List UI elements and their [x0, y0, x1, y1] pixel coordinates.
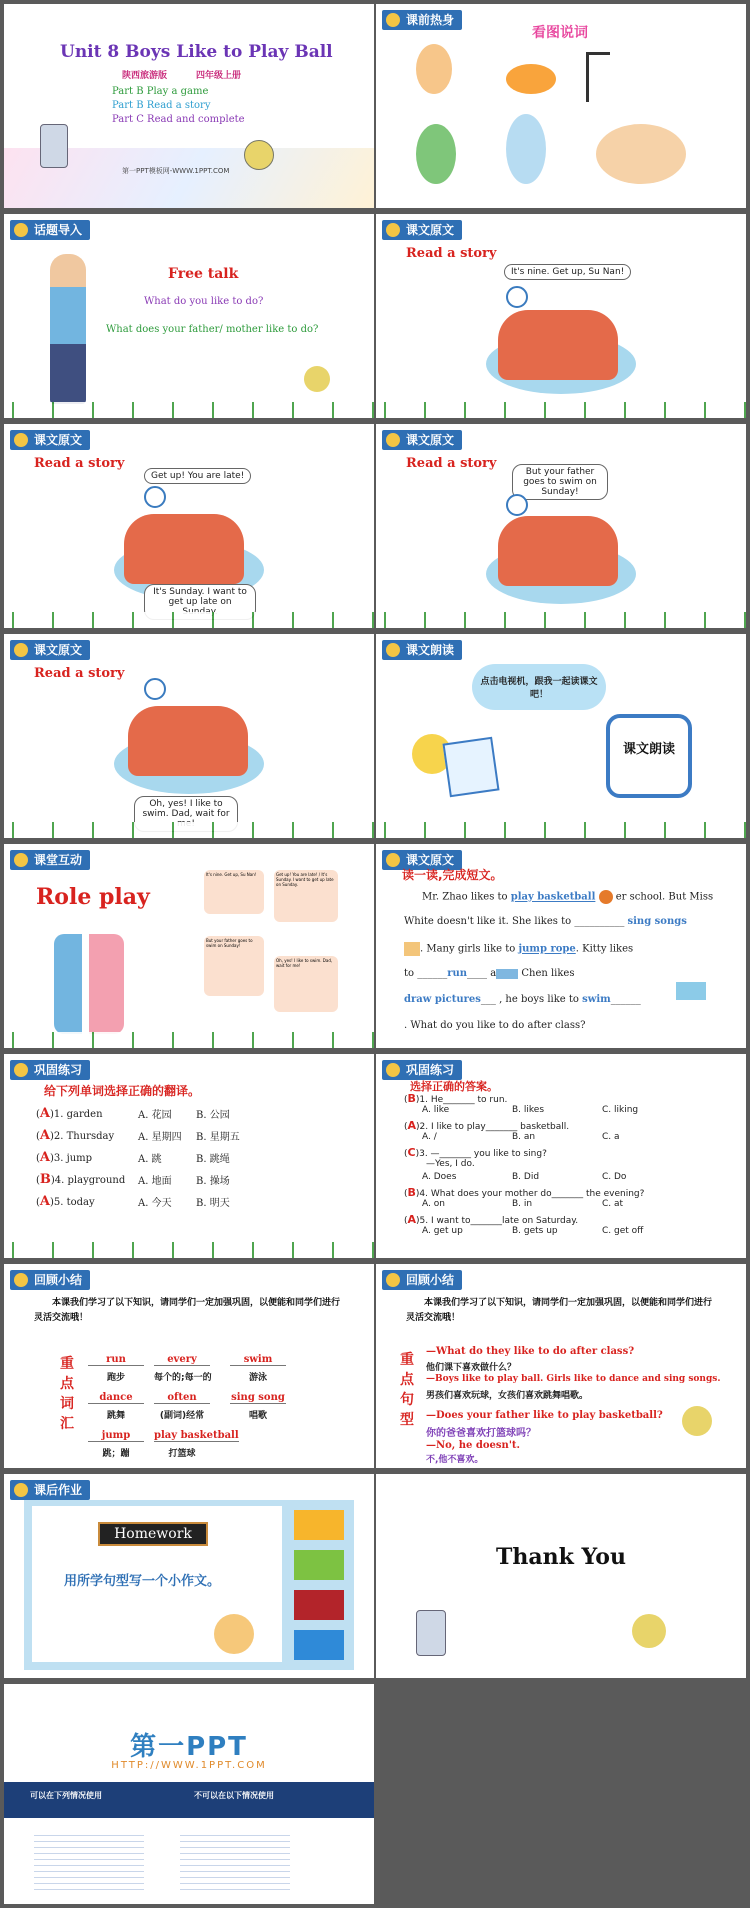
cloze-line-3: . Many girls like to jump rope. Kitty likes — [404, 942, 633, 956]
milk-carton-character — [40, 124, 68, 168]
cloze-line-4: to ______run____ a Chen likes — [404, 968, 575, 979]
key-sentences-label: 重点句型 — [400, 1352, 414, 1428]
answer-option: B. likes — [512, 1105, 545, 1115]
grade-label: 四年级上册 — [196, 71, 242, 81]
link-list-left[interactable] — [34, 1830, 144, 1892]
slide-cloze[interactable] — [376, 844, 746, 1048]
key-words-label: 重点词汇 — [60, 1356, 74, 1432]
sentence-a2: —No, he doesn't. — [426, 1440, 520, 1451]
section-tag: 课文原文 — [10, 640, 90, 660]
mini-scene-3: But your father goes to swim on Sunday! — [204, 936, 264, 996]
answer-option: A. get up — [422, 1226, 463, 1236]
question-item: (A)2. I like to play_______ basketball. — [404, 1119, 570, 1132]
question-2: What does your father/ mother like to do? — [106, 324, 319, 335]
slide-warmup[interactable] — [376, 4, 746, 208]
answer-option: C. liking — [602, 1105, 639, 1115]
section-tag: 课文朗读 — [382, 640, 462, 660]
thank-you-title: Thank You — [496, 1544, 626, 1570]
singing-girl-picture — [416, 124, 456, 184]
answer-option: B. in — [512, 1199, 533, 1209]
question-sub: —Yes, I do. — [426, 1159, 475, 1169]
option-a: A. 花园 — [138, 1110, 172, 1121]
vocab-meaning: 打篮球 — [168, 1449, 196, 1459]
mini-scene-1: It's nine. Get up, Su Nan! — [204, 870, 264, 914]
question-1: What do you like to do? — [144, 296, 264, 307]
cloze-heading: 读一读,完成短文。 — [402, 868, 503, 882]
cloze-line-6: . What do you like to do after class? — [404, 1020, 586, 1031]
question-item: (B)4. What does your mother do_______ the evening? — [404, 1186, 645, 1199]
green-note — [294, 1550, 344, 1580]
slide-summary-words[interactable] — [4, 1264, 374, 1468]
slide-story-1[interactable] — [376, 214, 746, 418]
answer-option: B. Did — [512, 1172, 540, 1182]
boy-on-pencil-picture — [214, 1614, 254, 1654]
speech-bubble: But your father goes to swim on Sunday! — [512, 464, 608, 500]
unit-title: Unit 8 Boys Like to Play Ball — [60, 42, 333, 62]
vocab-meaning: 每个的;每一的 — [154, 1373, 212, 1383]
dancing-girl-picture — [506, 114, 546, 184]
swimmer-icon — [496, 969, 518, 979]
sentence-a1: —Boys like to play ball. Girls like to dance and sing songs. — [426, 1374, 721, 1384]
section-tag: 课堂互动 — [10, 850, 90, 870]
speech-bubble-mom: Get up! You are late! — [144, 468, 251, 484]
vocab-meaning: 跳舞 — [106, 1411, 125, 1421]
answer-option: C. at — [602, 1199, 624, 1209]
section-tag: 巩固练习 — [10, 1060, 90, 1080]
slide-choice-exercise[interactable] — [376, 1054, 746, 1258]
slide-story-2[interactable] — [4, 424, 374, 628]
section-tag: 回顾小结 — [10, 1270, 90, 1290]
milk-carton-character — [416, 1610, 446, 1656]
answer-option: A. / — [422, 1132, 437, 1142]
answer-option: B. an — [512, 1132, 536, 1142]
section-tag: 回顾小结 — [382, 1270, 462, 1290]
cloud-speech: 点击电视机，跟我一起读课文吧！ — [472, 664, 606, 710]
grass-decoration — [4, 822, 374, 838]
grass-decoration — [4, 612, 374, 628]
grass-decoration — [376, 402, 746, 418]
clock-icon — [144, 486, 166, 508]
exercise-row: (A)3. jump — [36, 1150, 93, 1165]
vocab-meaning: 跳；蹦 — [102, 1449, 130, 1459]
bean-character — [304, 366, 330, 392]
basketball-hoop-picture — [586, 52, 610, 102]
question-item: (C)3. —_______ you like to sing? — [404, 1146, 547, 1159]
bean-character — [244, 140, 274, 170]
window-picture — [442, 737, 499, 797]
answer-option: B. gets up — [512, 1226, 558, 1236]
running-boy-picture — [416, 44, 452, 94]
slide-thank-you[interactable] — [376, 1474, 746, 1678]
answer-option: A. Does — [422, 1172, 457, 1182]
exercise-row: (A)5. today — [36, 1194, 95, 1209]
family-picture — [54, 934, 124, 1034]
slide-title[interactable] — [4, 4, 374, 208]
tv-reading-button[interactable]: 课文朗读 — [606, 714, 692, 798]
vocab-word: every — [154, 1354, 210, 1366]
option-b: B. 跳绳 — [196, 1154, 230, 1165]
mini-scene-4: Oh, yes! I like to swim. Dad, wait for me! — [274, 956, 338, 1012]
option-a: A. 跳 — [138, 1154, 162, 1165]
bed-picture — [498, 516, 618, 586]
homework-task: 用所学句型写一个小作文。 — [64, 1574, 221, 1589]
jump-rope-icon — [404, 942, 420, 956]
beach-picture — [676, 982, 706, 1000]
option-a: A. 地面 — [138, 1176, 172, 1187]
section-tag: 课文原文 — [382, 220, 462, 240]
slide-license[interactable] — [4, 1684, 374, 1904]
brand-url[interactable]: HTTP://WWW.1PPT.COM — [111, 1760, 267, 1771]
slide-translation-exercise[interactable] — [4, 1054, 374, 1258]
grass-decoration — [376, 612, 746, 628]
vocab-word: jump — [88, 1430, 144, 1442]
vocab-word: run — [88, 1354, 144, 1366]
cloze-line-5: draw pictures___ , he boys like to swim______ — [404, 994, 641, 1005]
sentence-q2: —Does your father like to play basketball? — [426, 1410, 663, 1421]
part-3: Part C Read and complete — [112, 114, 245, 125]
sentence-q1: —What do they like to do after class? — [426, 1346, 635, 1357]
sentence-q1-cn: 他们课下喜欢做什么？ — [426, 1363, 517, 1373]
question-item: (A)5. I want to_______late on Saturday. — [404, 1213, 579, 1226]
slide-homework[interactable] — [4, 1474, 374, 1678]
exercise-heading: 给下列单词选择正确的翻译。 — [44, 1084, 201, 1098]
story-subtitle: Read a story — [34, 456, 125, 471]
grass-decoration — [376, 822, 746, 838]
story-subtitle: Read a story — [34, 666, 125, 681]
summary-intro: 本课我们学习了以下知识，请同学们一定加强巩固，以便能和同学们进行灵活交流哦！ — [34, 1298, 341, 1323]
vocab-meaning: 跑步 — [106, 1373, 125, 1383]
allowed-use-heading: 可以在下列情况使用 — [30, 1791, 102, 1800]
exercise-row: (A)1. garden — [36, 1106, 103, 1121]
speech-bubble: It's nine. Get up, Su Nan! — [504, 264, 631, 280]
answer-option: C. a — [602, 1132, 620, 1142]
section-tag: 话题导入 — [10, 220, 90, 240]
disallowed-use-heading: 不可以在以下情况使用 — [194, 1791, 274, 1800]
swimming-ring-picture — [506, 64, 556, 94]
yellow-note — [294, 1510, 344, 1540]
vocab-meaning: (副词)经常 — [159, 1411, 205, 1421]
exercise-row: (B)4. playground — [36, 1172, 126, 1187]
homework-board: Homework — [98, 1522, 208, 1546]
cloze-line-1: Mr. Zhao likes to play basketball er school. But Miss — [422, 891, 714, 903]
section-tag: 课文原文 — [10, 430, 90, 450]
story-subtitle: Read a story — [406, 456, 497, 471]
part-1: Part B Play a game — [112, 86, 209, 97]
bed-picture — [128, 706, 248, 776]
question-item: (B)1. He_______ to run. — [404, 1092, 508, 1105]
option-b: B. 公园 — [196, 1110, 230, 1121]
story-subtitle: Read a story — [406, 246, 497, 261]
vocab-word: play basketball — [154, 1430, 239, 1441]
role-play-title: Role play — [36, 884, 150, 910]
bed-picture — [498, 310, 618, 380]
vocab-meaning: 唱歌 — [248, 1411, 267, 1421]
exercise-row: (A)2. Thursday — [36, 1128, 115, 1143]
speech-bubble-boy: It's Sunday. I want to get up late on — [144, 584, 256, 620]
vocab-meaning: 游泳 — [248, 1373, 267, 1383]
sentence-a1-cn: 男孩们喜欢玩球，女孩们喜欢跳舞唱歌。 — [426, 1391, 589, 1401]
look-say-badge: 看图说词 — [532, 25, 588, 41]
free-talk-title: Free talk — [168, 266, 239, 282]
kids-jumping-rope-picture — [596, 124, 686, 184]
section-tag: 巩固练习 — [382, 1060, 462, 1080]
slide-story-3[interactable] — [376, 424, 746, 628]
grass-decoration — [4, 402, 374, 418]
option-a: A. 星期四 — [138, 1132, 182, 1143]
slide-summary-sentences[interactable] — [376, 1264, 746, 1468]
mini-scene-2: Get up! You are late! / It's Sunday. I want to get up late on Sunday. — [274, 870, 338, 922]
grass-decoration — [4, 1242, 374, 1258]
footer-url: 第一PPT模板网-WWW.1PPT.COM — [122, 167, 230, 175]
answer-option: A. like — [422, 1105, 450, 1115]
grass-decoration — [4, 1032, 374, 1048]
cloze-line-2: White doesn't like it. She likes to __________ sing songs — [404, 916, 687, 927]
edition-label: 陕西旅游版 — [122, 71, 168, 81]
option-a: A. 今天 — [138, 1198, 172, 1209]
answer-option: A. on — [422, 1199, 445, 1209]
brand-logo: 第一PPT — [130, 1732, 248, 1762]
section-tag: 课文原文 — [382, 430, 462, 450]
slide-reading[interactable] — [376, 634, 746, 838]
red-note — [294, 1590, 344, 1620]
basketball-icon — [599, 890, 613, 904]
slide-role-play[interactable] — [4, 844, 374, 1048]
option-b: B. 明天 — [196, 1198, 230, 1209]
sentence-q2-cn: 你的爸爸喜欢打篮球吗？ — [426, 1428, 536, 1439]
speech-bubble: Oh, yes! I like to swim. Dad, wait for — [134, 796, 238, 832]
section-tag: 课前热身 — [382, 10, 462, 30]
blue-note — [294, 1630, 344, 1660]
slide-story-4[interactable] — [4, 634, 374, 838]
bed-picture — [124, 514, 244, 584]
section-tag: 课文原文 — [382, 850, 462, 870]
vocab-word: often — [154, 1392, 210, 1404]
vocab-word: dance — [88, 1392, 144, 1404]
clock-icon — [506, 494, 528, 516]
section-tag: 课后作业 — [10, 1480, 90, 1500]
exercise-heading: 选择正确的答案。 — [410, 1080, 498, 1093]
option-b: B. 操场 — [196, 1176, 230, 1187]
bean-character — [632, 1614, 666, 1648]
clock-icon — [506, 286, 528, 308]
link-list-right[interactable] — [180, 1830, 290, 1892]
answer-option: C. Do — [602, 1172, 627, 1182]
part-2: Part B Read a story — [112, 100, 211, 111]
vocab-word: sing song — [231, 1392, 285, 1403]
man-teacher-picture — [50, 254, 86, 404]
clock-icon — [144, 678, 166, 700]
vocab-word: swim — [230, 1354, 286, 1366]
answer-option: C. get off — [602, 1226, 644, 1236]
bean-character — [682, 1406, 712, 1436]
summary-intro: 本课我们学习了以下知识，请同学们一定加强巩固，以便能和同学们进行灵活交流哦！ — [406, 1298, 713, 1323]
slide-free-talk[interactable] — [4, 214, 374, 418]
sentence-a2-cn: 不,他不喜欢。 — [426, 1455, 484, 1465]
option-b: B. 星期五 — [196, 1132, 240, 1143]
